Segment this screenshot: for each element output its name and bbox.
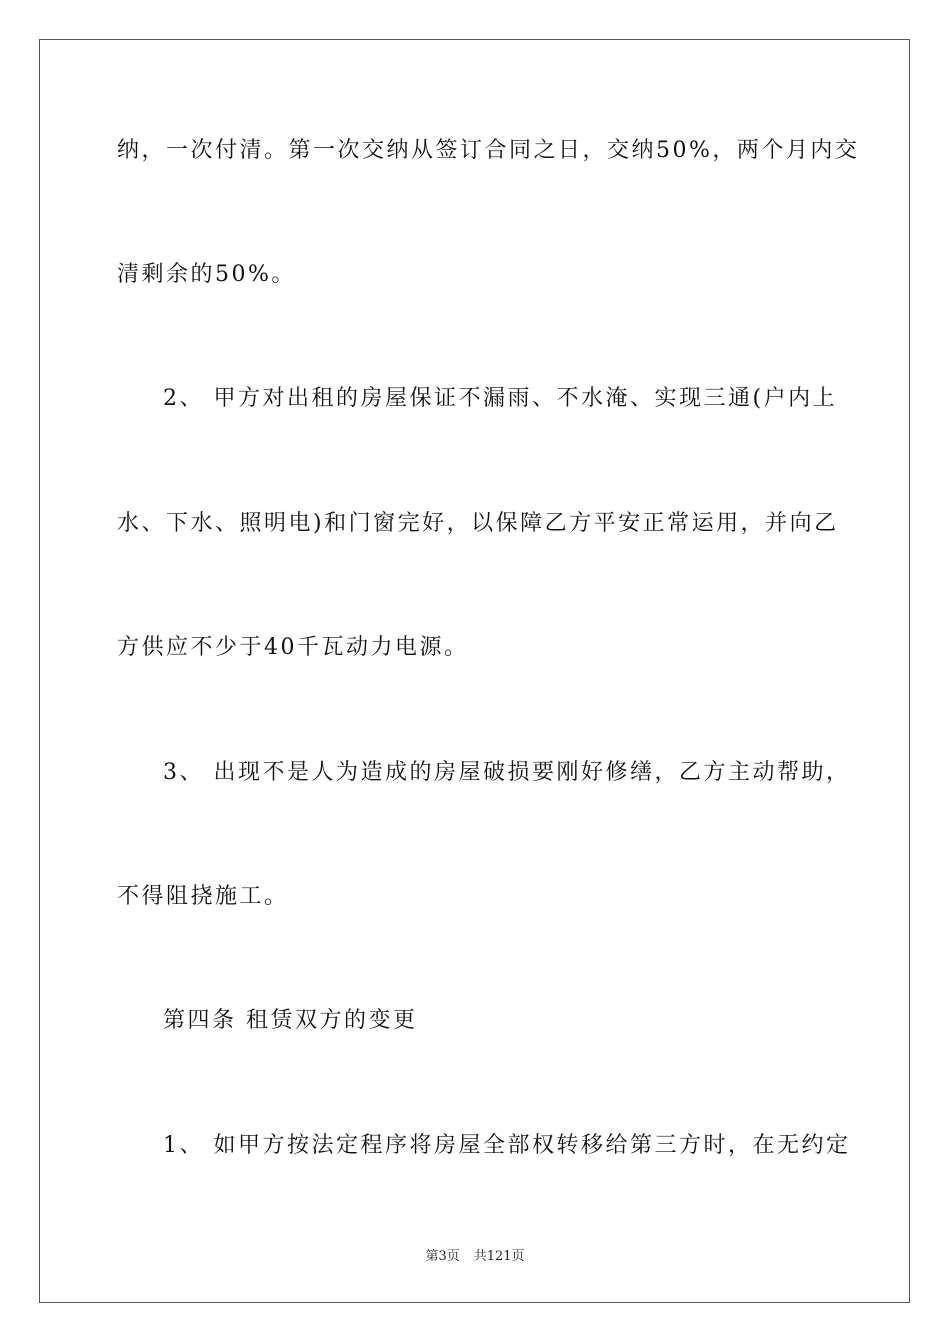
body-line-5: 方供应不少于40千瓦动力电源。	[117, 635, 469, 660]
section-heading: 第四条 租赁双方的变更	[163, 1008, 418, 1033]
body-line-4: 水、下水、照明电)和门窗完好，以保障乙方平安正常运用，并向乙	[117, 511, 839, 536]
body-line-3: 2、 甲方对出租的房屋保证不漏雨、不水淹、实现三通(户内上	[163, 386, 838, 411]
body-line-1: 纳，一次付清。第一次交纳从签订合同之日，交纳50%，两个月内交	[117, 138, 860, 163]
page-total: 共121页	[473, 1249, 525, 1264]
page-footer	[0, 1248, 950, 1266]
body-line-7: 不得阻挠施工。	[117, 884, 289, 909]
body-line-9: 1、 如甲方按法定程序将房屋全部权转移给第三方时，在无约定	[163, 1133, 851, 1158]
body-line-6: 3、 出现不是人为造成的房屋破损要刚好修缮，乙方主动帮助，	[163, 760, 851, 785]
body-line-2: 清剩余的50%。	[117, 262, 296, 287]
page-number: 第3页	[425, 1249, 460, 1264]
page-frame	[39, 39, 910, 1303]
